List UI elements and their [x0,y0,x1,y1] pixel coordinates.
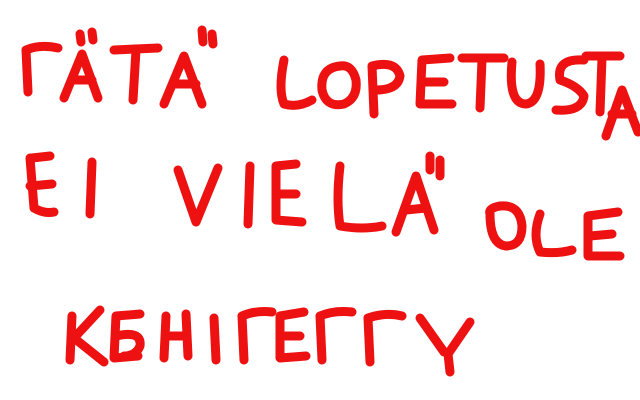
handwritten-line-1 [26,30,638,136]
handwritten-line-3 [70,310,470,372]
handwritten-line-2 [30,156,620,256]
